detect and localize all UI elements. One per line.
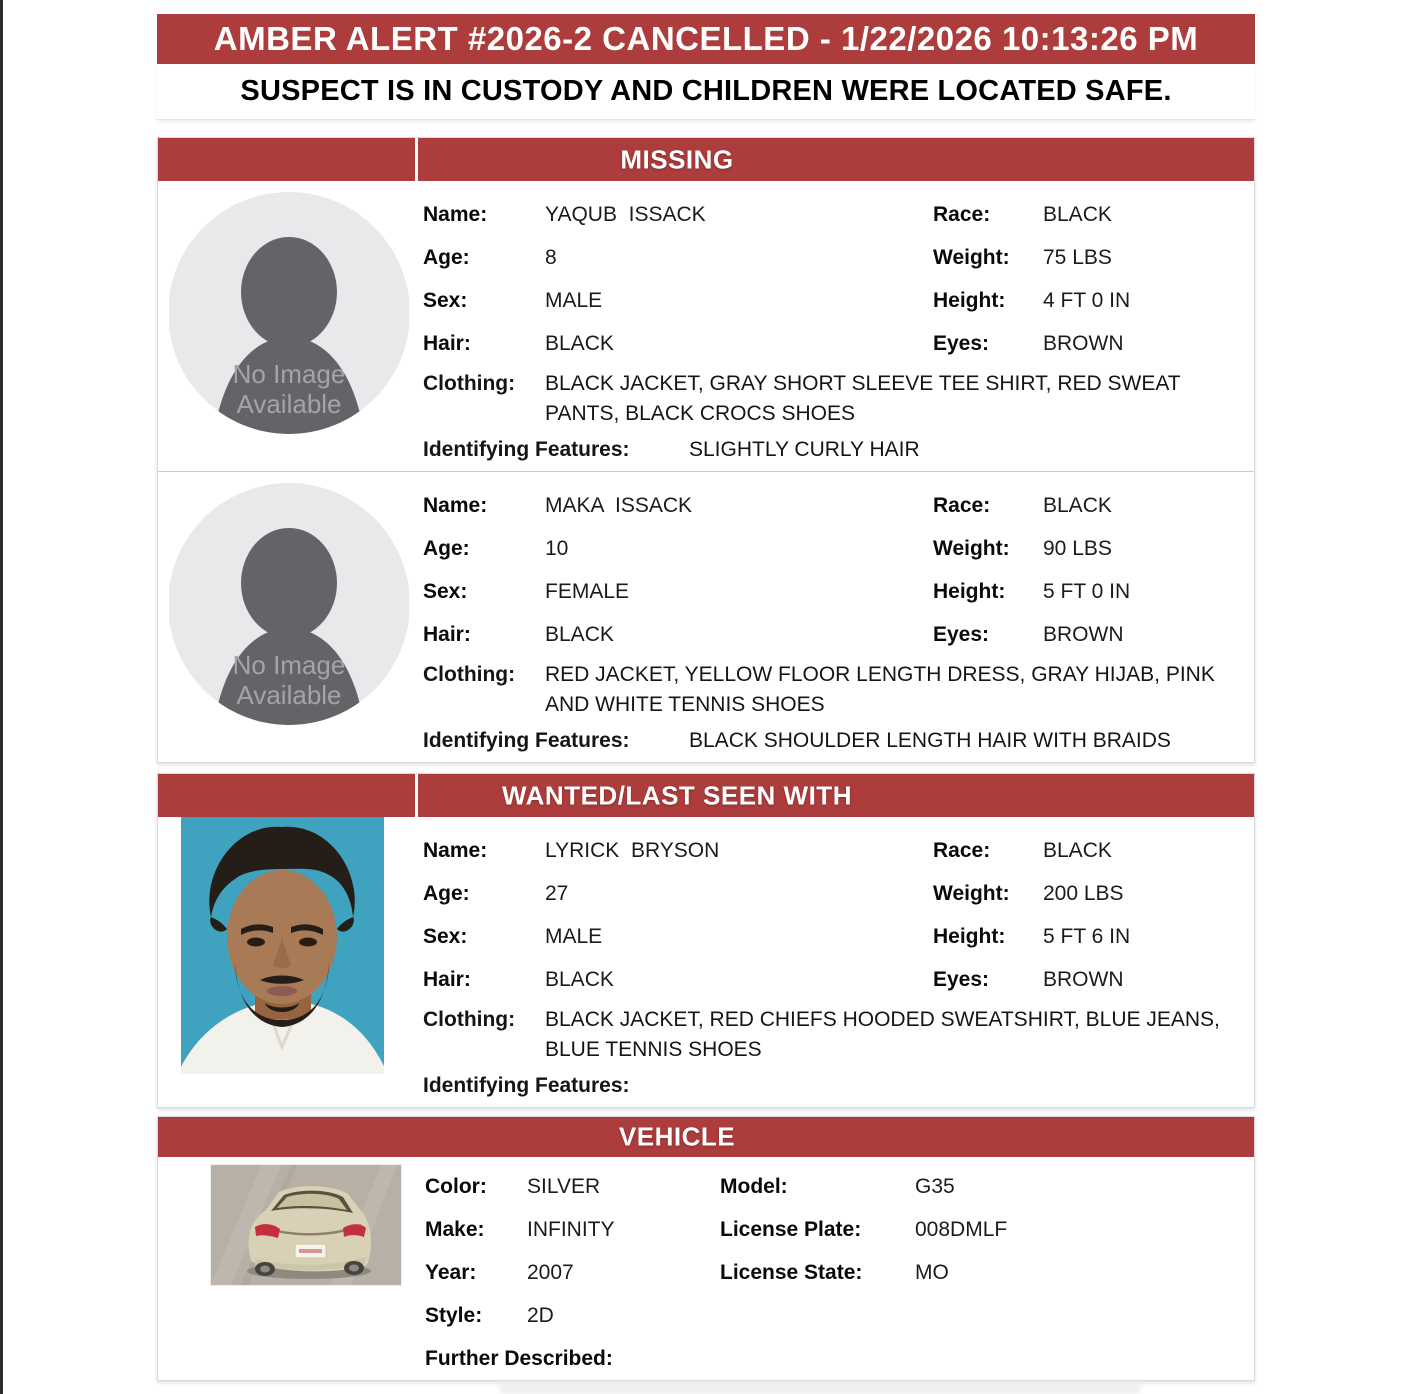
age-label: Age: xyxy=(423,536,470,560)
identifying-label: Identifying Features: xyxy=(423,438,630,461)
alert-status-message: SUSPECT IS IN CUSTODY AND CHILDREN WERE LOCATED SAFE. xyxy=(157,64,1255,120)
hair-label: Hair: xyxy=(423,967,471,991)
make-value: INFINITY xyxy=(527,1217,615,1241)
name-label: Name: xyxy=(423,202,488,226)
sex-value: MALE xyxy=(545,288,603,312)
no-image-silhouette-icon xyxy=(169,478,409,730)
age-label: Age: xyxy=(423,245,470,269)
clothing-label: Clothing: xyxy=(423,372,516,395)
field-row xyxy=(425,1337,1240,1380)
photo-column xyxy=(158,817,420,1107)
no-image-text-line1: No Image xyxy=(232,650,346,680)
sex-label: Sex: xyxy=(423,924,468,948)
missing-section-title: MISSING xyxy=(620,144,734,174)
clothing-row xyxy=(423,365,1240,429)
field-row xyxy=(423,829,1240,872)
no-image-text-line2: Available xyxy=(236,680,342,710)
vehicle-fields xyxy=(420,1157,1254,1380)
photo-column xyxy=(158,472,420,762)
field-row xyxy=(425,1208,1240,1251)
name-label: Name: xyxy=(423,493,488,517)
color-label: Color: xyxy=(425,1174,487,1198)
eyes-label: Eyes: xyxy=(933,331,990,355)
further-described-label: Further Described: xyxy=(425,1346,613,1370)
eyes-value: BROWN xyxy=(1043,622,1124,646)
name-label: Name: xyxy=(423,838,488,862)
identifying-value: BLACK SHOULDER LENGTH HAIR WITH BRAIDS xyxy=(689,729,1171,752)
age-value: 10 xyxy=(545,536,569,560)
no-image-text-line2: Available xyxy=(236,389,342,419)
field-row xyxy=(423,322,1240,365)
sex-label: Sex: xyxy=(423,288,468,312)
weight-label: Weight: xyxy=(933,245,1010,269)
clothing-value: BLACK JACKET, RED CHIEFS HOODED SWEATSHIRT, BLUE JEANS, BLUE TENNIS SHOES xyxy=(545,1008,1220,1061)
race-value: BLACK xyxy=(1043,202,1112,226)
race-label: Race: xyxy=(933,838,991,862)
field-row xyxy=(423,279,1240,322)
field-row xyxy=(423,613,1240,656)
header-photo-cell xyxy=(158,138,418,181)
person-fields xyxy=(420,817,1254,1107)
weight-value: 75 LBS xyxy=(1043,245,1112,269)
vehicle-section-header xyxy=(158,1117,1254,1157)
no-image-silhouette-icon xyxy=(169,187,409,439)
eyes-value: BROWN xyxy=(1043,331,1124,355)
field-row xyxy=(423,484,1240,527)
vehicle-image xyxy=(211,1165,401,1285)
eyes-value: BROWN xyxy=(1043,967,1124,991)
sex-label: Sex: xyxy=(423,579,468,603)
license-plate-value: 008DMLF xyxy=(915,1217,1008,1241)
field-row xyxy=(423,570,1240,613)
header-photo-cell xyxy=(158,774,418,817)
model-value: G35 xyxy=(915,1174,955,1198)
field-row xyxy=(425,1165,1240,1208)
weight-value: 90 LBS xyxy=(1043,536,1112,560)
missing-section-header xyxy=(158,138,1254,181)
race-value: BLACK xyxy=(1043,493,1112,517)
window-left-edge xyxy=(0,0,3,1394)
height-label: Height: xyxy=(933,579,1006,603)
name-value: LYRICK BRYSON xyxy=(545,838,720,862)
model-label: Model: xyxy=(720,1174,788,1198)
suspect-photo xyxy=(181,817,384,1074)
field-row xyxy=(423,236,1240,279)
color-value: SILVER xyxy=(527,1174,601,1198)
no-image-text-line1: No Image xyxy=(232,359,346,389)
clothing-row xyxy=(423,656,1240,720)
photo-column xyxy=(158,181,420,471)
photo-placeholder xyxy=(169,478,409,730)
name-value: MAKA ISSACK xyxy=(545,493,693,517)
person-fields xyxy=(420,472,1254,762)
style-value: 2D xyxy=(527,1303,554,1327)
field-row xyxy=(423,527,1240,570)
height-label: Height: xyxy=(933,924,1006,948)
height-value: 5 FT 0 IN xyxy=(1043,579,1131,603)
identifying-value: SLIGHTLY CURLY HAIR xyxy=(689,438,920,461)
vehicle-section xyxy=(157,1116,1255,1381)
eyes-label: Eyes: xyxy=(933,967,990,991)
photo-column xyxy=(158,1157,420,1380)
hair-value: BLACK xyxy=(545,967,614,991)
bottom-shadow xyxy=(500,1383,1140,1394)
clothing-label: Clothing: xyxy=(423,663,516,686)
identifying-row xyxy=(423,429,1240,471)
identifying-row xyxy=(423,720,1240,762)
field-row xyxy=(423,958,1240,1001)
identifying-label: Identifying Features: xyxy=(423,729,630,752)
weight-value: 200 LBS xyxy=(1043,881,1124,905)
clothing-value: RED JACKET, YELLOW FLOOR LENGTH DRESS, GRAY HIJAB, PINK AND WHITE TENNIS SHOES xyxy=(545,663,1215,716)
weight-label: Weight: xyxy=(933,881,1010,905)
race-value: BLACK xyxy=(1043,838,1112,862)
alert-banner-title: AMBER ALERT #2026-2 CANCELLED - 1/22/2026 10:13:26 PM xyxy=(157,14,1255,64)
missing-person-row xyxy=(158,471,1254,762)
age-label: Age: xyxy=(423,881,470,905)
clothing-value: BLACK JACKET, GRAY SHORT SLEEVE TEE SHIRT, RED SWEAT PANTS, BLACK CROCS SHOES xyxy=(545,372,1181,425)
age-value: 8 xyxy=(545,245,557,269)
race-label: Race: xyxy=(933,493,991,517)
eyes-label: Eyes: xyxy=(933,622,990,646)
amber-alert-bulletin xyxy=(157,14,1255,1381)
name-value: YAQUB ISSACK xyxy=(545,202,706,226)
wanted-section-title: WANTED/LAST SEEN WITH xyxy=(502,780,852,810)
photo-placeholder xyxy=(169,187,409,439)
height-label: Height: xyxy=(933,288,1006,312)
age-value: 27 xyxy=(545,881,569,905)
height-value: 5 FT 6 IN xyxy=(1043,924,1131,948)
suspect-mugshot-image xyxy=(181,817,384,1074)
field-row xyxy=(425,1294,1240,1337)
wanted-person-row xyxy=(158,817,1254,1107)
clothing-label: Clothing: xyxy=(423,1008,516,1031)
missing-section xyxy=(157,137,1255,763)
sex-value: FEMALE xyxy=(545,579,630,603)
hair-value: BLACK xyxy=(545,622,614,646)
license-state-label: License State: xyxy=(720,1260,863,1284)
license-state-value: MO xyxy=(915,1260,949,1284)
sex-value: MALE xyxy=(545,924,603,948)
hair-label: Hair: xyxy=(423,331,471,355)
make-label: Make: xyxy=(425,1217,485,1241)
style-label: Style: xyxy=(425,1303,483,1327)
field-row xyxy=(425,1251,1240,1294)
person-fields xyxy=(420,181,1254,471)
vehicle-photo xyxy=(211,1165,401,1285)
weight-label: Weight: xyxy=(933,536,1010,560)
identifying-label: Identifying Features: xyxy=(423,1074,630,1097)
race-label: Race: xyxy=(933,202,991,226)
clothing-row xyxy=(423,1001,1240,1065)
wanted-section xyxy=(157,773,1255,1108)
hair-label: Hair: xyxy=(423,622,471,646)
field-row xyxy=(423,872,1240,915)
license-plate-label: License Plate: xyxy=(720,1217,862,1241)
year-value: 2007 xyxy=(527,1260,574,1284)
wanted-section-header xyxy=(158,774,1254,817)
hair-value: BLACK xyxy=(545,331,614,355)
vehicle-section-title: VEHICLE xyxy=(618,1121,736,1152)
identifying-row xyxy=(423,1065,1240,1107)
vehicle-row xyxy=(158,1157,1254,1380)
header-photo-cell xyxy=(158,1117,418,1157)
missing-person-row xyxy=(158,181,1254,471)
field-row xyxy=(423,193,1240,236)
field-row xyxy=(423,915,1240,958)
year-label: Year: xyxy=(425,1260,477,1284)
height-value: 4 FT 0 IN xyxy=(1043,288,1131,312)
